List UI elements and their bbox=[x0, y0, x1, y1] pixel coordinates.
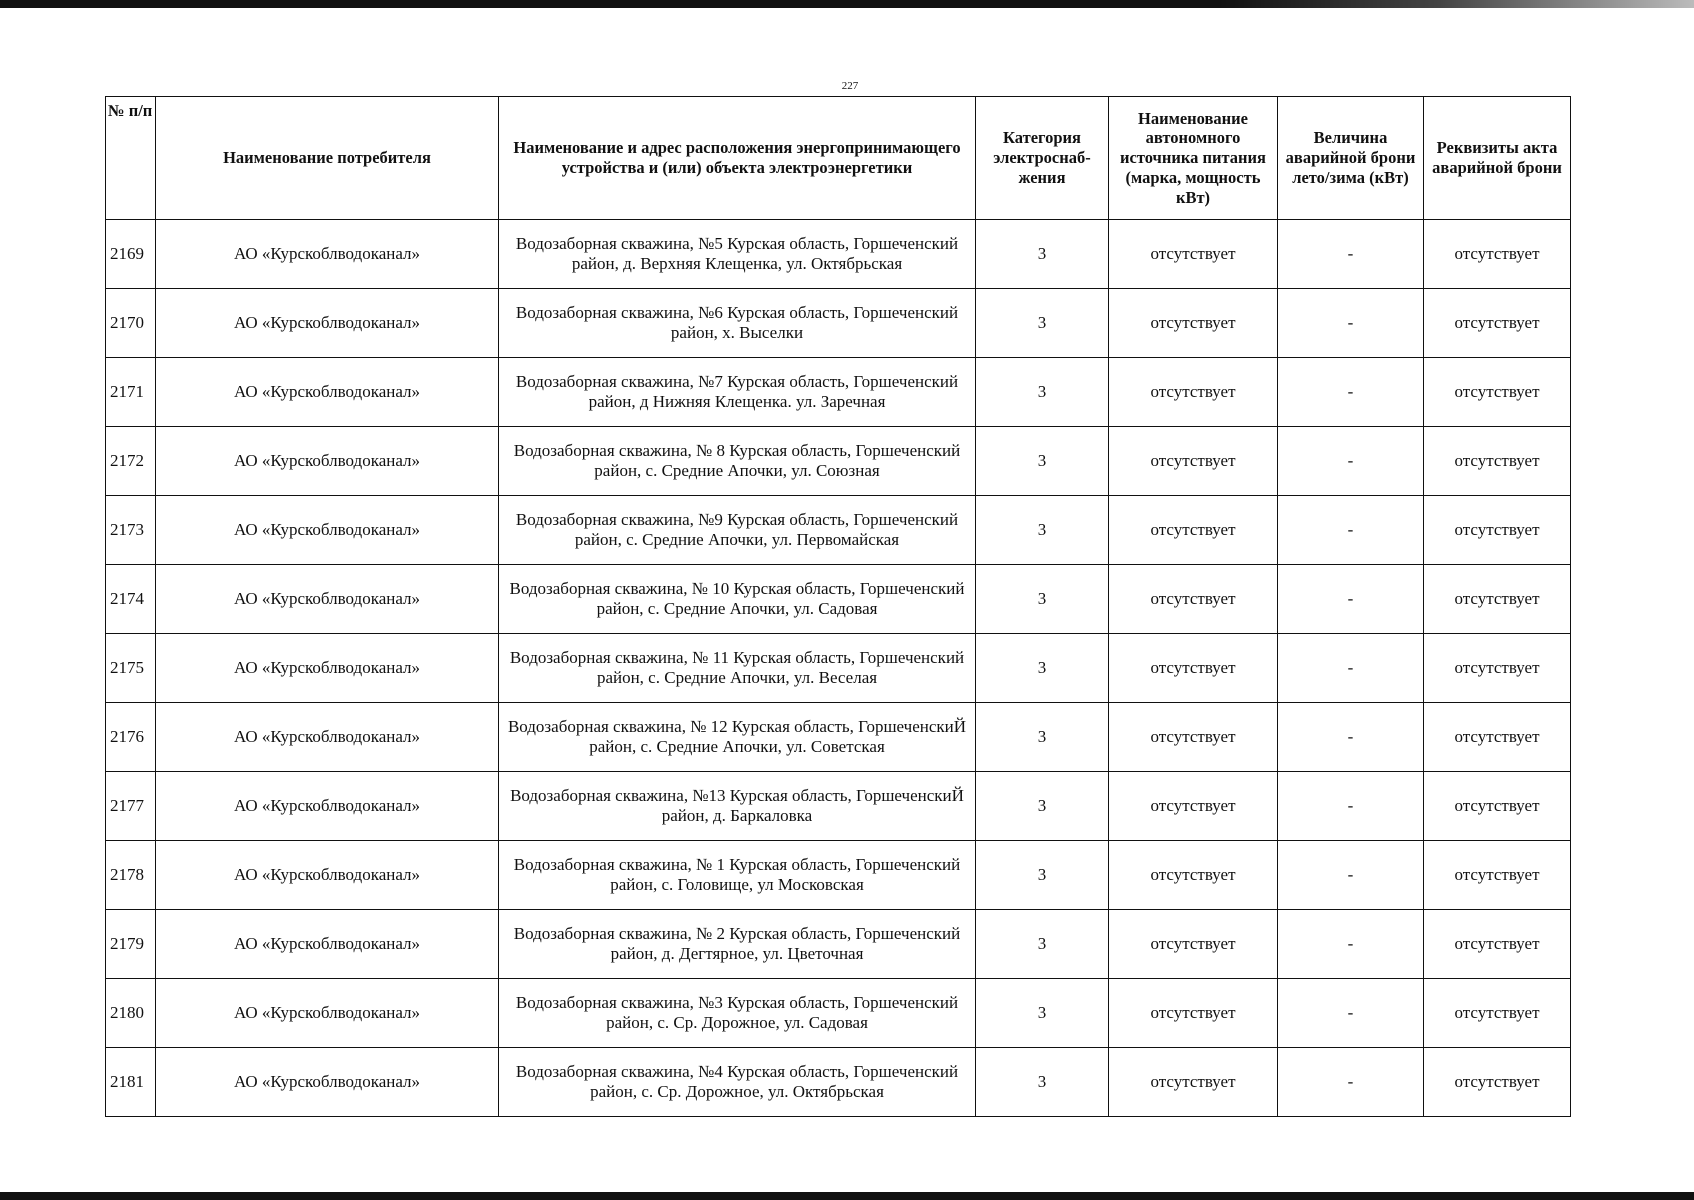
cell-source: отсутствует bbox=[1109, 289, 1278, 358]
cell-source: отсутствует bbox=[1109, 634, 1278, 703]
header-row bbox=[106, 97, 1571, 220]
cell-object: Водозаборная скважина, №9 Курская область, Горшеченский район, с. Средние Апочки, ул. Первомайская bbox=[499, 496, 976, 565]
cell-reserve: - bbox=[1278, 772, 1424, 841]
cell-category: 3 bbox=[976, 220, 1109, 289]
table-row bbox=[106, 358, 1571, 427]
cell-category: 3 bbox=[976, 496, 1109, 565]
cell-reserve: - bbox=[1278, 979, 1424, 1048]
cell-consumer: АО «Курскоблводоканал» bbox=[156, 289, 499, 358]
table-row bbox=[106, 910, 1571, 979]
cell-category: 3 bbox=[976, 358, 1109, 427]
cell-object: Водозаборная скважина, № 10 Курская область, Горшеченский район, с. Средние Апочки, ул. Садовая bbox=[499, 565, 976, 634]
cell-object: Водозаборная скважина, №5 Курская область, Горшеченский район, д. Верхняя Клещенка, ул. Октябрьская bbox=[499, 220, 976, 289]
cell-reserve: - bbox=[1278, 703, 1424, 772]
cell-num: 2180 bbox=[106, 979, 156, 1048]
cell-reserve: - bbox=[1278, 910, 1424, 979]
cell-reserve: - bbox=[1278, 565, 1424, 634]
cell-category: 3 bbox=[976, 289, 1109, 358]
cell-reserve: - bbox=[1278, 634, 1424, 703]
cell-reserve: - bbox=[1278, 289, 1424, 358]
cell-category: 3 bbox=[976, 565, 1109, 634]
cell-reserve: - bbox=[1278, 841, 1424, 910]
table-row bbox=[106, 772, 1571, 841]
cell-category: 3 bbox=[976, 910, 1109, 979]
cell-act: отсутствует bbox=[1424, 703, 1571, 772]
cell-category: 3 bbox=[976, 772, 1109, 841]
cell-source: отсутствует bbox=[1109, 427, 1278, 496]
cell-act: отсутствует bbox=[1424, 634, 1571, 703]
header-act: Реквизиты акта аварийной брони bbox=[1424, 97, 1571, 220]
cell-reserve: - bbox=[1278, 1048, 1424, 1117]
header-consumer: Наименование потребителя bbox=[156, 97, 499, 220]
cell-category: 3 bbox=[976, 841, 1109, 910]
cell-source: отсутствует bbox=[1109, 358, 1278, 427]
cell-category: 3 bbox=[976, 634, 1109, 703]
cell-source: отсутствует bbox=[1109, 496, 1278, 565]
cell-consumer: АО «Курскоблводоканал» bbox=[156, 772, 499, 841]
cell-category: 3 bbox=[976, 979, 1109, 1048]
table-row bbox=[106, 289, 1571, 358]
cell-source: отсутствует bbox=[1109, 1048, 1278, 1117]
table-row bbox=[106, 703, 1571, 772]
cell-num: 2179 bbox=[106, 910, 156, 979]
cell-act: отсутствует bbox=[1424, 427, 1571, 496]
cell-category: 3 bbox=[976, 1048, 1109, 1117]
cell-object: Водозаборная скважина, №3 Курская область, Горшеченский район, с. Ср. Дорожное, ул. Садовая bbox=[499, 979, 976, 1048]
table-row bbox=[106, 841, 1571, 910]
cell-object: Водозаборная скважина, № 12 Курская область, ГоршеченскиЙ район, с. Средние Апочки, ул. Советская bbox=[499, 703, 976, 772]
cell-act: отсутствует bbox=[1424, 1048, 1571, 1117]
cell-object: Водозаборная скважина, № 11 Курская область, Горшеченский район, с. Средние Апочки, ул. Веселая bbox=[499, 634, 976, 703]
cell-num: 2176 bbox=[106, 703, 156, 772]
cell-num: 2172 bbox=[106, 427, 156, 496]
table-row bbox=[106, 427, 1571, 496]
header-reserve: Величина аварийной брони лето/зима (кВт) bbox=[1278, 97, 1424, 220]
table-row bbox=[106, 496, 1571, 565]
cell-num: 2173 bbox=[106, 496, 156, 565]
cell-act: отсутствует bbox=[1424, 496, 1571, 565]
cell-reserve: - bbox=[1278, 220, 1424, 289]
cell-act: отсутствует bbox=[1424, 910, 1571, 979]
cell-consumer: АО «Курскоблводоканал» bbox=[156, 979, 499, 1048]
cell-object: Водозаборная скважина, № 1 Курская область, Горшеченский район, с. Головище, ул Московская bbox=[499, 841, 976, 910]
cell-category: 3 bbox=[976, 703, 1109, 772]
cell-source: отсутствует bbox=[1109, 841, 1278, 910]
cell-source: отсутствует bbox=[1109, 772, 1278, 841]
cell-source: отсутствует bbox=[1109, 220, 1278, 289]
cell-num: 2177 bbox=[106, 772, 156, 841]
cell-act: отсутствует bbox=[1424, 289, 1571, 358]
cell-num: 2175 bbox=[106, 634, 156, 703]
table-row bbox=[106, 1048, 1571, 1117]
cell-consumer: АО «Курскоблводоканал» bbox=[156, 1048, 499, 1117]
cell-consumer: АО «Курскоблводоканал» bbox=[156, 220, 499, 289]
cell-object: Водозаборная скважина, №7 Курская область, Горшеченский район, д Нижняя Клещенка. ул. Заречная bbox=[499, 358, 976, 427]
table-body bbox=[106, 220, 1571, 1117]
header-source: Наименование автономного источника питания (марка, мощность кВт) bbox=[1109, 97, 1278, 220]
cell-consumer: АО «Курскоблводоканал» bbox=[156, 634, 499, 703]
cell-object: Водозаборная скважина, №4 Курская область, Горшеченский район, с. Ср. Дорожное, ул. Октябрьская bbox=[499, 1048, 976, 1117]
cell-consumer: АО «Курскоблводоканал» bbox=[156, 496, 499, 565]
header-num: № п/п bbox=[106, 97, 156, 220]
scan-edge-bottom bbox=[0, 1192, 1694, 1200]
cell-object: Водозаборная скважина, №13 Курская область, ГоршеченскиЙ район, д. Баркаловка bbox=[499, 772, 976, 841]
cell-object: Водозаборная скважина, № 2 Курская область, Горшеченский район, д. Дегтярное, ул. Цветочная bbox=[499, 910, 976, 979]
registry-table bbox=[105, 96, 1571, 1117]
cell-object: Водозаборная скважина, № 8 Курская область, Горшеченский район, с. Средние Апочки, ул. Союзная bbox=[499, 427, 976, 496]
table-row bbox=[106, 979, 1571, 1048]
cell-act: отсутствует bbox=[1424, 565, 1571, 634]
cell-source: отсутствует bbox=[1109, 703, 1278, 772]
cell-source: отсутствует bbox=[1109, 979, 1278, 1048]
table-row bbox=[106, 220, 1571, 289]
cell-source: отсутствует bbox=[1109, 910, 1278, 979]
cell-consumer: АО «Курскоблводоканал» bbox=[156, 910, 499, 979]
cell-reserve: - bbox=[1278, 358, 1424, 427]
cell-num: 2174 bbox=[106, 565, 156, 634]
cell-act: отсутствует bbox=[1424, 220, 1571, 289]
header-category: Категория электроснаб-жения bbox=[976, 97, 1109, 220]
cell-reserve: - bbox=[1278, 427, 1424, 496]
cell-act: отсутствует bbox=[1424, 358, 1571, 427]
cell-reserve: - bbox=[1278, 496, 1424, 565]
cell-object: Водозаборная скважина, №6 Курская область, Горшеченский район, х. Выселки bbox=[499, 289, 976, 358]
table-header bbox=[106, 97, 1571, 220]
cell-consumer: АО «Курскоблводоканал» bbox=[156, 358, 499, 427]
table-row bbox=[106, 565, 1571, 634]
cell-category: 3 bbox=[976, 427, 1109, 496]
cell-num: 2169 bbox=[106, 220, 156, 289]
cell-act: отсутствует bbox=[1424, 772, 1571, 841]
cell-num: 2181 bbox=[106, 1048, 156, 1117]
cell-num: 2178 bbox=[106, 841, 156, 910]
cell-consumer: АО «Курскоблводоканал» bbox=[156, 427, 499, 496]
cell-num: 2170 bbox=[106, 289, 156, 358]
scan-edge-top bbox=[0, 0, 1694, 8]
cell-act: отсутствует bbox=[1424, 979, 1571, 1048]
cell-num: 2171 bbox=[106, 358, 156, 427]
cell-source: отсутствует bbox=[1109, 565, 1278, 634]
table-row bbox=[106, 634, 1571, 703]
cell-consumer: АО «Курскоблводоканал» bbox=[156, 703, 499, 772]
page-number: 227 bbox=[841, 80, 859, 92]
cell-act: отсутствует bbox=[1424, 841, 1571, 910]
header-object: Наименование и адрес расположения энергопринимающего устройства и (или) объекта электроэнергетики bbox=[499, 97, 976, 220]
cell-consumer: АО «Курскоблводоканал» bbox=[156, 841, 499, 910]
cell-consumer: АО «Курскоблводоканал» bbox=[156, 565, 499, 634]
